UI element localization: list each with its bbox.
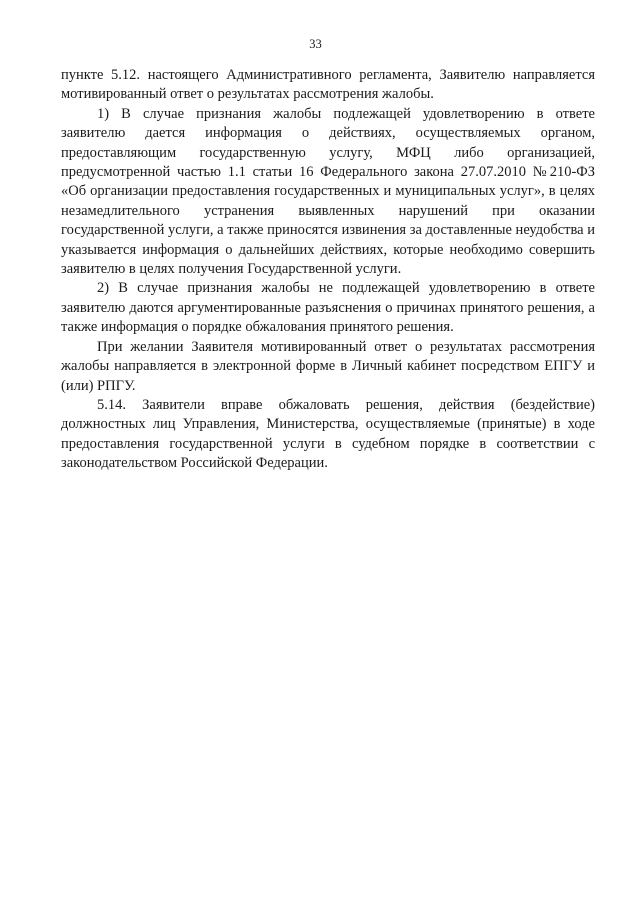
paragraph-judicial-appeal: 5.14. Заявители вправе обжаловать решения, действия (бездействие) должностных лиц Управления, Министерства, осуществляемые (принятые) в ходе предоставления государственной услуги в судебном порядке в соответствии с законодательством Российской Федерации. xyxy=(61,396,595,472)
document-body xyxy=(61,66,595,474)
page-number: 33 xyxy=(309,37,322,51)
paragraph-response-intro: пункте 5.12. настоящего Административного регламента, Заявителю направляется мотивированный ответ о результатах рассмотрения жалобы. xyxy=(61,67,595,103)
paragraph-complaint-satisfied: 1) В случае признания жалобы подлежащей удовлетворению в ответе заявителю дается информация о действиях, осуществляемых органом, предоставляющим государственную услугу, МФЦ либо организацией, предусмотренной частью 1.1 статьи 16 Федерального закона 27.07.2010 №210-ФЗ «Об организации предоставления государственных и муниципальных услуг», в целях незамедлительного устранения выявленных нарушений при оказании государственной услуги, а также приносятся извинения за доставленные неудобства и указывается информация о дальнейших действиях, которые необходимо совершить заявителю в целях получения Государственной услуги. xyxy=(61,105,595,278)
paragraph-complaint-rejected: 2) В случае признания жалобы не подлежащей удовлетворению в ответе заявителю даются аргументированные разъяснения о причинах принятого решения, а также информация о порядке обжалования принятого решения. xyxy=(61,280,595,336)
paragraph-electronic-response: При желании Заявителя мотивированный ответ о результатах рассмотрения жалобы направляется в электронной форме в Личный кабинет посредством ЕПГУ и (или) РПГУ. xyxy=(61,338,595,394)
